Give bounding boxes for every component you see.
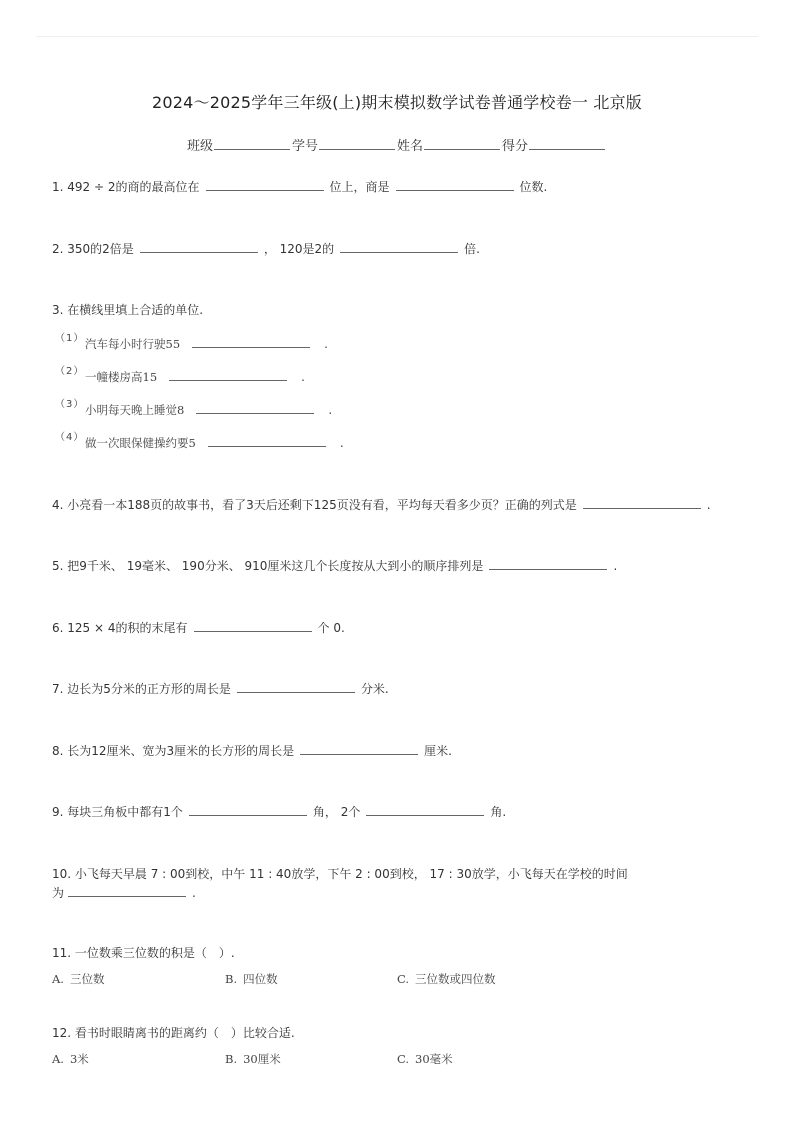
q6-text-a: 6. 125 × 4的积的末尾有 (52, 621, 188, 635)
q2-blank-2[interactable] (340, 240, 458, 253)
q1-text-b: 位上，商是 (329, 180, 390, 194)
question-3 (52, 301, 203, 319)
q3-item-1-number: （1） (55, 333, 85, 344)
q12-option-c[interactable] (397, 1051, 453, 1067)
q12-option-c-label: C. (397, 1052, 410, 1066)
q3-item-3-number: （3） (55, 399, 85, 410)
q2-text-c: 倍. (464, 242, 480, 256)
q10-blank[interactable] (68, 884, 186, 897)
q3-stem: 3. 在横线里填上合适的单位. (52, 303, 204, 317)
q5-text-a: 5. 把9千米、 19毫米、 190分米、 910厘米这几个长度按从大到小的顺序排列是 (52, 559, 484, 573)
q1-blank-2[interactable] (396, 178, 514, 191)
question-10-line-1 (52, 865, 628, 883)
q8-text-a: 8. 长为12厘米、宽为3厘米的长方形的周长是 (52, 744, 295, 758)
q3-item-4-blank[interactable] (208, 434, 326, 447)
q2-text-b: ， 120是2的 (263, 242, 335, 256)
name-blank[interactable] (424, 137, 500, 150)
q3-item-3 (55, 401, 332, 418)
q3-item-1 (55, 335, 328, 352)
q12-option-b[interactable] (225, 1051, 281, 1067)
q12-option-c-text: 30毫米 (415, 1052, 453, 1066)
question-1 (52, 178, 547, 196)
q3-item-3-text: 小明每天晚上睡觉8 (85, 403, 185, 417)
question-9 (52, 803, 506, 821)
q7-text-a: 7. 边长为5分米的正方形的周长是 (52, 682, 231, 696)
q11-option-c[interactable] (397, 971, 496, 987)
question-12 (52, 1024, 295, 1042)
q6-blank[interactable] (194, 619, 312, 632)
q12-option-a[interactable] (52, 1051, 89, 1067)
question-6 (52, 619, 345, 637)
q3-item-4 (55, 434, 344, 451)
q12-stem: 12. 看书时眼睛离书的距离约（ ）比较合适. (52, 1026, 295, 1040)
q4-text-b: . (706, 498, 711, 512)
q3-item-2-end: . (301, 370, 305, 384)
question-5 (52, 557, 617, 575)
q9-blank-2[interactable] (366, 803, 484, 816)
q2-text-a: 2. 350的2倍是 (52, 242, 134, 256)
question-2 (52, 240, 480, 258)
q11-option-b-label: B. (225, 972, 238, 986)
question-8 (52, 742, 452, 760)
q9-text-c: 角. (490, 805, 507, 819)
q2-blank-1[interactable] (140, 240, 258, 253)
q3-item-3-blank[interactable] (196, 401, 314, 414)
question-7 (52, 680, 389, 698)
q3-item-4-text: 做一次眼保健操约要5 (85, 436, 196, 450)
question-10-line-2 (52, 884, 196, 902)
question-4 (52, 496, 711, 514)
q10-text-line2a: 为 (52, 886, 65, 900)
q12-option-a-label: A. (52, 1052, 64, 1066)
q11-option-c-label: C. (397, 972, 410, 986)
q3-item-4-number: （4） (55, 432, 85, 443)
q1-blank-1[interactable] (206, 178, 324, 191)
q3-item-4-end: . (339, 436, 344, 450)
q4-blank[interactable] (583, 496, 701, 509)
q7-blank[interactable] (237, 680, 355, 693)
q6-text-b: 个 0. (317, 621, 345, 635)
q11-option-a-label: A. (52, 972, 64, 986)
q11-option-b-text: 四位数 (243, 972, 278, 986)
question-11 (52, 944, 235, 962)
q10-text-line1: 10. 小飞每天早晨 7 : 00到校，中午 11 : 40放学，下午 2 : 00到校， 17 : 30放学，小飞每天在学校的时间 (52, 867, 628, 881)
q3-item-1-text: 汽车每小时行驶55 (85, 337, 181, 351)
q3-item-1-end: . (324, 337, 328, 351)
score-blank[interactable] (529, 137, 605, 150)
q3-item-2 (55, 368, 305, 385)
q3-item-1-blank[interactable] (192, 335, 310, 348)
class-label: 班级 (186, 139, 213, 154)
q10-text-line2b: . (192, 886, 196, 900)
number-blank[interactable] (319, 137, 395, 150)
top-divider (36, 36, 758, 37)
q1-text-a: 1. 492 ÷ 2的商的最高位在 (52, 180, 200, 194)
q11-option-a[interactable] (52, 971, 104, 987)
q9-blank-1[interactable] (189, 803, 307, 816)
q1-text-c: 位数. (519, 180, 548, 194)
q7-text-b: 分米. (360, 682, 389, 696)
q3-item-2-blank[interactable] (169, 368, 287, 381)
q8-text-b: 厘米. (424, 744, 452, 758)
q12-option-a-text: 3米 (69, 1052, 89, 1066)
q11-option-c-text: 三位数或四位数 (415, 972, 496, 986)
number-label: 学号 (291, 139, 318, 154)
q11-option-a-text: 三位数 (69, 972, 105, 986)
score-label: 得分 (502, 139, 529, 154)
q12-option-b-text: 30厘米 (243, 1052, 281, 1066)
name-label: 姓名 (397, 139, 424, 154)
q11-option-b[interactable] (225, 971, 278, 987)
q8-blank[interactable] (300, 742, 418, 755)
q5-text-b: . (613, 559, 618, 573)
q9-text-a: 9. 每块三角板中都有1个 (52, 805, 183, 819)
page-title: 2024～2025学年三年级(上)期末模拟数学试卷普通学校卷一 北京版 (151, 93, 642, 112)
q4-text-a: 4. 小亮看一本188页的故事书，看了3天后还剩下125页没有看，平均每天看多少页？正确的列式是 (52, 498, 577, 512)
q9-text-b: 角， 2个 (312, 805, 361, 819)
q3-item-3-end: . (328, 403, 333, 417)
class-blank[interactable] (214, 137, 290, 150)
q11-stem: 11. 一位数乘三位数的积是（ ）. (52, 946, 235, 960)
q5-blank[interactable] (489, 557, 607, 570)
q12-option-b-label: B. (225, 1052, 238, 1066)
student-info-row (0, 135, 794, 154)
q3-item-2-text: 一幢楼房高15 (85, 370, 158, 384)
q3-item-2-number: （2） (55, 366, 85, 377)
